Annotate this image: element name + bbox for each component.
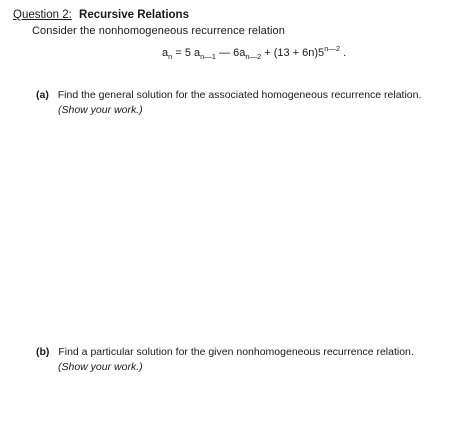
part-a — [36, 89, 421, 101]
part-b-label: (b) — [36, 346, 50, 358]
question-number: Question 2: — [13, 9, 72, 21]
eq-equals: = 5 — [172, 47, 195, 59]
part-b-text: Find a particular solution for the given nonhomogeneous recurrence relation. — [58, 346, 414, 358]
part-a-text: Find the general solution for the associated homogeneous recurrence relation. — [57, 89, 422, 101]
recurrence-equation — [162, 44, 346, 61]
eq-minus: — 6 — [215, 47, 240, 59]
question-intro: Consider the nonhomogeneous recurrence relation — [32, 25, 285, 37]
question-header — [13, 9, 189, 21]
eq-period: . — [340, 47, 347, 59]
eq-term1-sub: n—1 — [200, 52, 216, 61]
part-b — [36, 346, 414, 358]
eq-rest: + (13 + 6n)5 — [261, 47, 325, 59]
eq-lhs-sub: n — [168, 52, 173, 61]
eq-term2-sub: n—2 — [245, 52, 262, 61]
eq-rest-sup: n—2 — [324, 44, 341, 53]
eq-lhs: a — [162, 47, 169, 59]
eq-term2: a — [239, 47, 246, 59]
part-a-label: (a) — [36, 89, 49, 101]
part-a-note: (Show your work.) — [58, 104, 143, 116]
eq-term1: a — [194, 47, 201, 59]
part-b-note: (Show your work.) — [58, 361, 143, 373]
question-title: Recursive Relations — [79, 9, 189, 21]
